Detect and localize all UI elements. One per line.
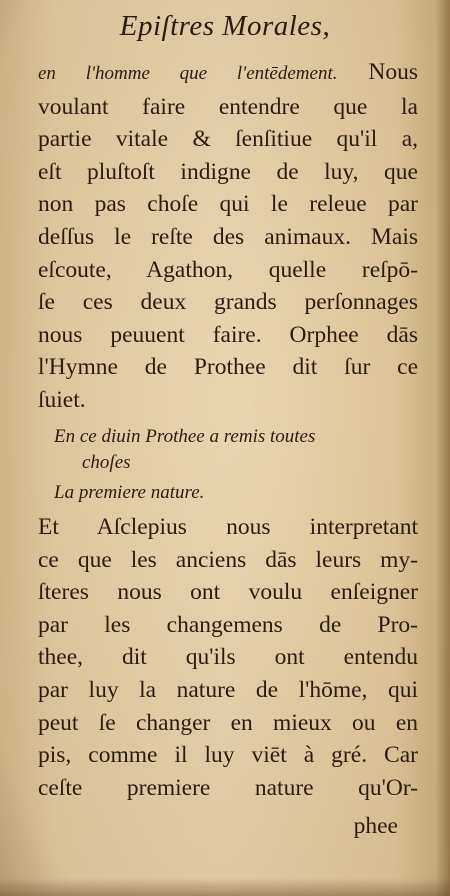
text-line: l'Hymne de Prothee dit ſur ce: [38, 354, 418, 381]
text-line: voulant faire entendre que la: [38, 93, 418, 120]
text-line: thee, dit qu'ils ont entendu: [38, 644, 418, 671]
text-line: nous peuuent faire. Orphee dās: [38, 321, 418, 348]
text-line: non pas choſe qui le releue par: [38, 191, 418, 218]
text-line: par luy la nature de l'hōme, qui: [38, 676, 418, 703]
verse-line: La premiere nature.: [54, 482, 205, 503]
paragraph-1-first-line: [38, 56, 418, 91]
text-line: deſſus le reſte des animaux. Mais: [38, 223, 418, 250]
text-line: pis, comme il luy viēt à gré. Car: [38, 742, 418, 769]
paragraph-1: [38, 56, 418, 417]
text-line: peut ſe changer en mieux ou en: [38, 709, 418, 736]
catchword: phee: [353, 813, 398, 839]
running-head: Epiſtres Morales,: [119, 10, 331, 42]
page-edge-shadow: [436, 0, 450, 896]
text-line: eſcoute, Agathon, quelle reſpō-: [38, 256, 418, 283]
text-line: ſteres nous ont voulu enſeigner: [38, 579, 418, 606]
text-line: ce que les anciens dās leurs my-: [38, 546, 418, 573]
text-line: ſe ces deux grands perſonnages: [38, 289, 418, 316]
verse-quotation: [54, 424, 414, 506]
text-line: ceſte premiere nature qu'Or-: [38, 774, 418, 801]
text-line: eſt pluſtoſt indigne de luy, que: [38, 158, 418, 185]
verse-line-continuation: choſes: [82, 452, 131, 473]
page-bottom-shadow: [0, 878, 450, 896]
text-line: partie vitale & ſenſitiue qu'il a,: [38, 126, 418, 153]
text-line: ſuiet.: [38, 386, 86, 413]
italic-phrase: en l'homme que l'entēdement.: [38, 63, 338, 84]
text-line: par les changemens de Pro-: [38, 611, 418, 638]
paragraph-2: [38, 511, 418, 804]
roman-phrase: Nous: [368, 59, 418, 85]
text-line: Et Aſclepius nous interpretant: [38, 514, 418, 540]
verse-line: En ce diuin Prothee a remis toutes: [54, 426, 316, 447]
